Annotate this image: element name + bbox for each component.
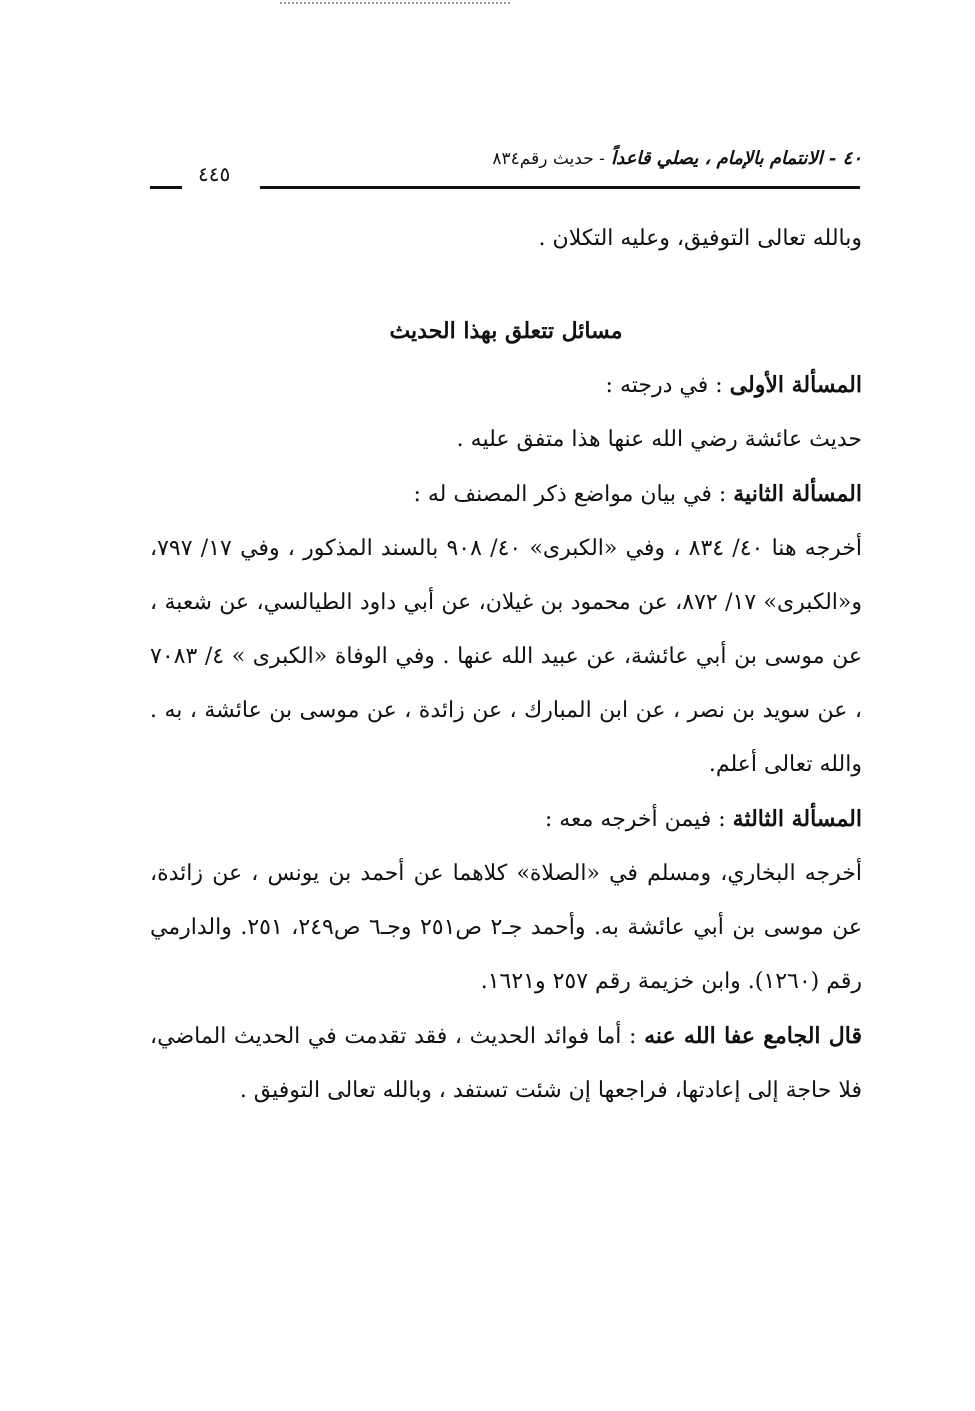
section-heading: مسائل تتعلق بهذا الحديث: [389, 318, 623, 344]
issue-1-heading: [150, 358, 862, 413]
issue-1-topic: : في درجته :: [605, 373, 730, 398]
issue-3-label: المسألة الثالثة: [732, 806, 862, 832]
issue-2-heading: [150, 467, 862, 522]
issue-3-body: أخرجه البخاري، ومسلم في «الصلاة» كلاهما عن أحمد بن يونس ، عن زائدة، عن موسى بن أبي عائشة به. وأحمد جـ٢ ص٢٥١ وجـ٦ ص٢٤٩، ٢٥١. والدارمي رقم (١٢٦٠). وابن خزيمة رقم ٢٥٧ و١٦٢١.: [150, 861, 863, 994]
opening-line: وبالله تعالى التوفيق، وعليه التكلان .: [538, 226, 862, 251]
issue-3-topic: : فيمن أخرجه معه :: [544, 807, 733, 832]
issue-1-body: حديث عائشة رضي الله عنها هذا متفق عليه .: [456, 427, 862, 452]
page-body: [150, 212, 862, 1118]
closing-paragraph: [150, 1009, 862, 1118]
hadith-reference: - حديث رقم٨٣٤: [492, 149, 605, 169]
top-edge-mark: [280, 2, 510, 6]
issue-2-topic: : في بيان مواضع ذكر المصنف له :: [413, 482, 734, 507]
header-rule: [260, 186, 860, 189]
running-header: [150, 148, 862, 192]
issue-3-heading: [150, 792, 862, 847]
issue-2-label: المسألة الثانية: [733, 481, 862, 507]
issue-2-body: أخرجه هنا ٤٠/ ٨٣٤ ، وفي «الكبرى» ٤٠/ ٩٠٨ بالسند المذكور ، وفي ١٧/ ٧٩٧، و«الكبرى» ١٧/ ٨٧٢، عن محمود بن غيلان، عن أبي داود الطيالسي، عن شعبة ، عن موسى بن أبي عائشة، عن عبيد الله عنها . وفي الوفاة «الكبرى » ٤/ ٧٠٨٣ ، عن سويد بن نصر ، عن ابن المبارك ، عن زائدة ، عن موسى بن عائشة ، به . والله تعالى أعلم.: [150, 536, 863, 777]
header-rule-short: [150, 186, 182, 189]
closing-text: : أما فوائد الحديث ، فقد تقدمت في الحديث الماضي، فلا حاجة إلى إعادتها، فراجعها إن شئت تستفد ، وبالله تعالى التوفيق .: [150, 1024, 862, 1103]
chapter-title-text: ٤٠ - الانتمام بالإمام ، يصلي قاعداً: [611, 148, 862, 169]
page-number: ٤٤٥: [198, 162, 231, 186]
closing-label: قال الجامع عفا الله عنه: [644, 1023, 862, 1049]
chapter-title: [492, 148, 862, 169]
issue-1-label: المسألة الأولى: [729, 372, 862, 398]
